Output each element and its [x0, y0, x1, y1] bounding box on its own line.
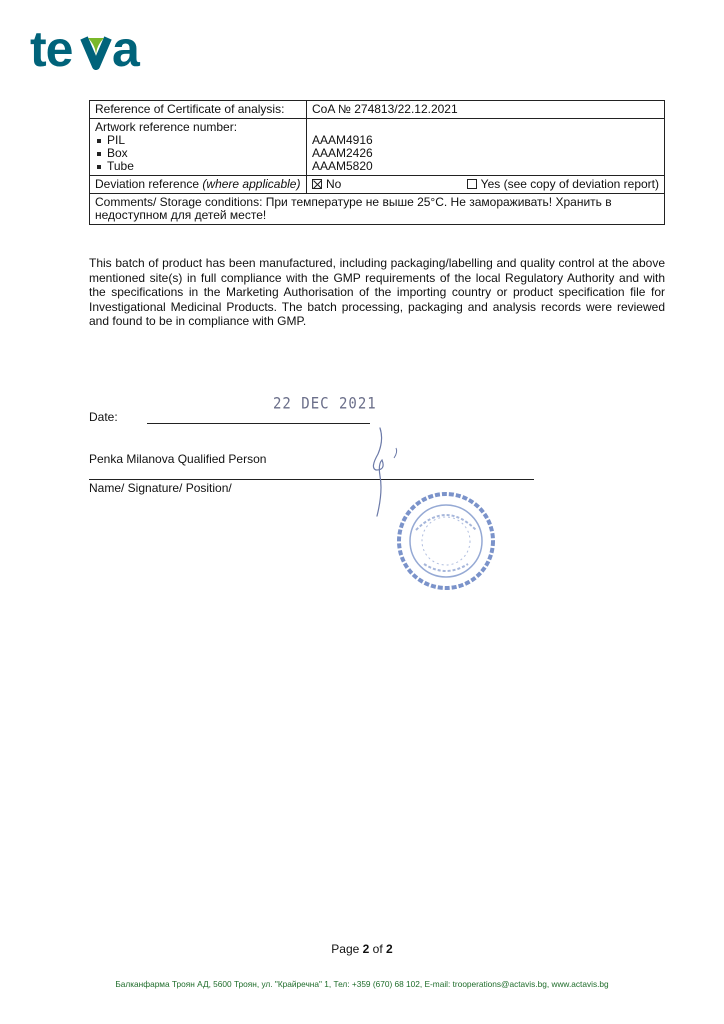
artwork-values-cell: [307, 119, 665, 176]
certificate-info-table: [89, 100, 665, 225]
deviation-no-label: No: [326, 177, 342, 191]
deviation-no-checkbox: [312, 179, 322, 189]
teva-logo: [30, 26, 158, 70]
comments-cell: Comments/ Storage conditions: При температуре не выше 25°C. Не замораживать! Хранить в недоступном для детей месте!: [90, 194, 665, 225]
page-number: Page 2 of 2: [331, 942, 393, 956]
deviation-options-cell: [307, 176, 665, 194]
signature-line: [89, 479, 534, 480]
footer-address: Балканфарма Троян АД, 5600 Троян, ул. "Крайречна" 1, Тел: +359 (670) 68 102, E-mail: trooperations@actavis.bg, www.actavis.bg: [115, 979, 609, 989]
artwork-value-pil: AAAM4916: [312, 133, 373, 147]
company-seal-stamp: [394, 490, 498, 592]
artwork-item-pil: PIL: [95, 134, 301, 147]
deviation-no-option: [312, 177, 341, 191]
artwork-value-tube: AAAM5820: [312, 159, 373, 173]
deviation-label-note: (where applicable): [202, 177, 301, 191]
artwork-list: [95, 134, 301, 173]
artwork-label: Artwork reference number:: [95, 120, 238, 134]
date-stamp: 22 DEC 2021: [273, 394, 377, 414]
svg-text:a: a: [112, 26, 140, 70]
page-current: 2: [362, 942, 370, 956]
artwork-value-box: AAAM2426: [312, 146, 373, 160]
gmp-statement: This batch of product has been manufactured, including packaging/labelling and quality control at the above mentioned site(s) in full compliance with the GMP requirements of the local Regulatory Authority and with the specifications in the Marketing Authorisation of the importing country or product specification file for Investigational Medicinal Products. The batch processing, packaging and analysis records were reviewed and found to be in compliance with GMP.: [89, 256, 665, 329]
deviation-yes-checkbox: [467, 179, 477, 189]
svg-text:te: te: [30, 26, 73, 70]
date-line: [147, 423, 370, 424]
signature-label: Name/ Signature/ Position/: [89, 481, 232, 495]
artwork-item-box: Box: [95, 147, 301, 160]
coa-value: CoA № 274813/22.12.2021: [307, 101, 665, 119]
deviation-label-cell: [90, 176, 307, 194]
deviation-yes-label: Yes (see copy of deviation report): [480, 177, 659, 191]
coa-label: Reference of Certificate of analysis:: [90, 101, 307, 119]
page-total: 2: [386, 942, 393, 956]
qualified-person-name: Penka Milanova Qualified Person: [89, 452, 267, 466]
artwork-item-tube: Tube: [95, 160, 301, 173]
artwork-cell: [90, 119, 307, 176]
deviation-label: Deviation reference: [95, 177, 200, 191]
date-label: Date:: [89, 410, 118, 424]
deviation-yes-option: [467, 178, 659, 191]
